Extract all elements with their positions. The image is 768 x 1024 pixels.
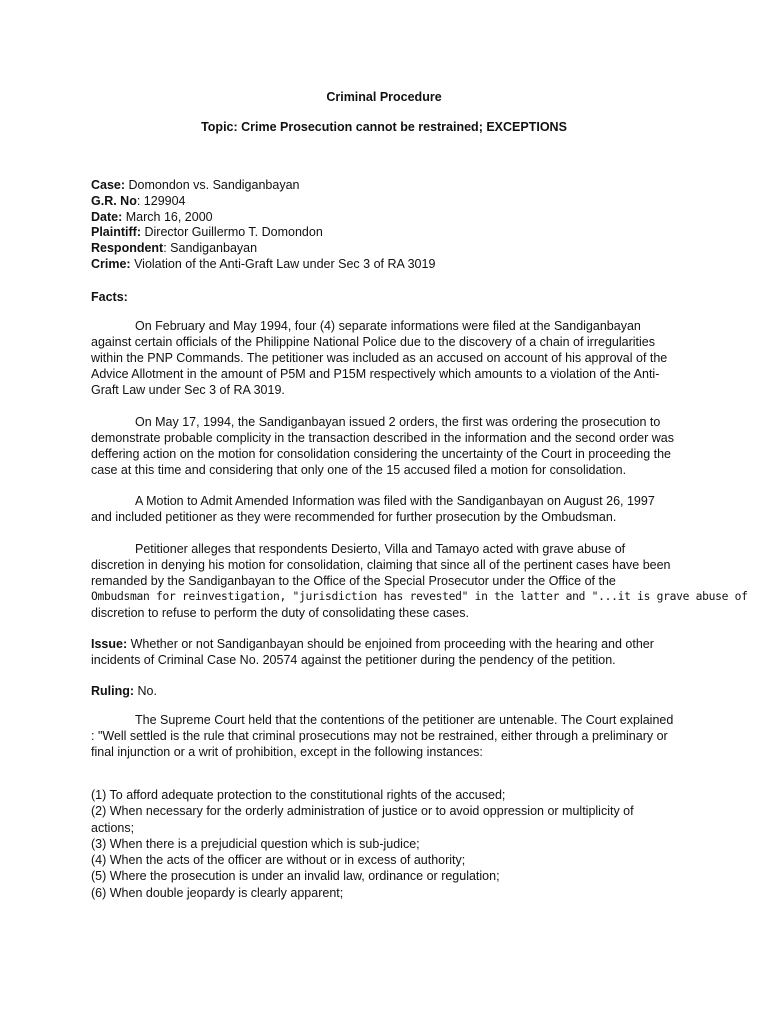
facts-paragraph-3 bbox=[91, 493, 691, 525]
paragraph-line: Graft Law under Sec 3 of RA 3019. bbox=[91, 383, 285, 397]
gr-no-value: : 129904 bbox=[136, 193, 186, 208]
paragraph-line: deffering action on the motion for consolidation considering the uncertainty of the Court in proceeding the bbox=[91, 447, 671, 461]
paragraph-line: A Motion to Admit Amended Information was filed with the Sandiganbayan on August 26, 1997 bbox=[135, 494, 655, 508]
paragraph-line: discretion in denying his motion for consolidation, claiming that since all of the pertinent cases have been bbox=[91, 558, 671, 572]
facts-paragraph-2 bbox=[91, 414, 691, 478]
plaintiff-value: Director Guillermo T. Domondon bbox=[141, 225, 323, 240]
paragraph-line: On February and May 1994, four (4) separate informations were filed at the Sandiganbayan bbox=[135, 319, 641, 333]
issue-section bbox=[91, 636, 691, 668]
respondent-value: : Sandiganbayan bbox=[163, 241, 258, 256]
facts-paragraph-1 bbox=[91, 318, 691, 398]
paragraph-line: final injunction or a writ of prohibition, except in the following instances: bbox=[91, 745, 483, 759]
facts-paragraph-4 bbox=[91, 541, 748, 621]
list-item: (4) When the acts of the officer are without or in excess of authority; bbox=[91, 853, 466, 868]
paragraph-line: remanded by the Sandiganbayan to the Office of the Special Prosecutor under the Office of the bbox=[91, 574, 616, 588]
ruling-label: Ruling: bbox=[91, 684, 135, 698]
date-value: March 16, 2000 bbox=[122, 209, 213, 224]
paragraph-line: case at this time and considering that only one of the 15 accused filed a motion for consolidation. bbox=[91, 463, 627, 477]
crime-label: Crime: bbox=[91, 256, 131, 271]
list-item: (1) To afford adequate protection to the constitutional rights of the accused; bbox=[91, 788, 506, 802]
issue-line bbox=[91, 636, 691, 652]
crime-value: Violation of the Anti-Graft Law under Sec 3 of RA 3019 bbox=[130, 256, 436, 271]
paragraph-line: Ombudsman for reinvestigation, "jurisdiction has revested" in the latter and "...it is grave abuse of bbox=[91, 590, 748, 603]
plaintiff-line bbox=[91, 224, 691, 240]
plaintiff-label: Plaintiff: bbox=[91, 225, 141, 240]
list-item: (3) When there is a prejudicial question which is sub-judice; bbox=[91, 836, 420, 851]
paragraph-line: demonstrate probable complicity in the transaction described in the information and the second order was bbox=[91, 431, 674, 445]
paragraph-line: : "Well settled is the rule that criminal prosecutions may not be restrained, either through a preliminary or bbox=[91, 729, 668, 743]
ruling-paragraph bbox=[91, 712, 691, 760]
paragraph-line: Advice Allotment in the amount of P5M and P15M respectively which amounts to a violation of the Anti- bbox=[91, 367, 660, 381]
ruling-value: No. bbox=[134, 684, 157, 698]
date-line bbox=[91, 209, 691, 225]
list-item: (2) When necessary for the orderly administration of justice or to avoid oppression or multiplicity of bbox=[91, 804, 634, 819]
issue-text: Whether or not Sandiganbayan should be enjoined from proceeding with the hearing and other bbox=[127, 637, 654, 651]
gr-no-label: G.R. No bbox=[91, 193, 137, 208]
respondent-line bbox=[91, 240, 691, 256]
paragraph-line: against certain officials of the Philippine National Police due to the discovery of a chain of irregularities bbox=[91, 335, 655, 349]
crime-line bbox=[91, 256, 691, 272]
document-title: Criminal Procedure bbox=[326, 90, 442, 104]
topic-heading: Topic: Crime Prosecution cannot be restrained; EXCEPTIONS bbox=[201, 120, 567, 134]
list-item: (5) Where the prosecution is under an invalid law, ordinance or regulation; bbox=[91, 869, 500, 884]
case-line bbox=[91, 177, 691, 193]
issue-line: incidents of Criminal Case No. 20574 against the petitioner during the pendency of the petition. bbox=[91, 653, 616, 667]
facts-heading: Facts: bbox=[91, 290, 128, 304]
paragraph-line: discretion to refuse to perform the duty of consolidating these cases. bbox=[91, 606, 469, 620]
ruling-line bbox=[91, 683, 691, 699]
respondent-label: Respondent bbox=[91, 241, 164, 256]
issue-label: Issue: bbox=[91, 637, 128, 651]
exceptions-list bbox=[91, 787, 691, 901]
paragraph-line: The Supreme Court held that the contentions of the petitioner are untenable. The Court explained bbox=[135, 713, 674, 727]
paragraph-line: Petitioner alleges that respondents Desierto, Villa and Tamayo acted with grave abuse of bbox=[135, 542, 626, 556]
paragraph-line: and included petitioner as they were recommended for further prosecution by the Ombudsman. bbox=[91, 510, 617, 524]
case-info bbox=[91, 177, 691, 272]
case-value: Domondon vs. Sandiganbayan bbox=[125, 178, 300, 192]
date-label: Date: bbox=[91, 209, 123, 224]
list-item: (6) When double jeopardy is clearly apparent; bbox=[91, 885, 344, 900]
gr-no-line bbox=[91, 193, 691, 209]
paragraph-line: within the PNP Commands. The petitioner was included as an accused on account of his approval of the bbox=[91, 351, 668, 365]
list-item: actions; bbox=[91, 820, 135, 835]
case-label: Case: bbox=[91, 178, 126, 192]
paragraph-line: On May 17, 1994, the Sandiganbayan issued 2 orders, the first was ordering the prosecution to bbox=[135, 415, 661, 429]
